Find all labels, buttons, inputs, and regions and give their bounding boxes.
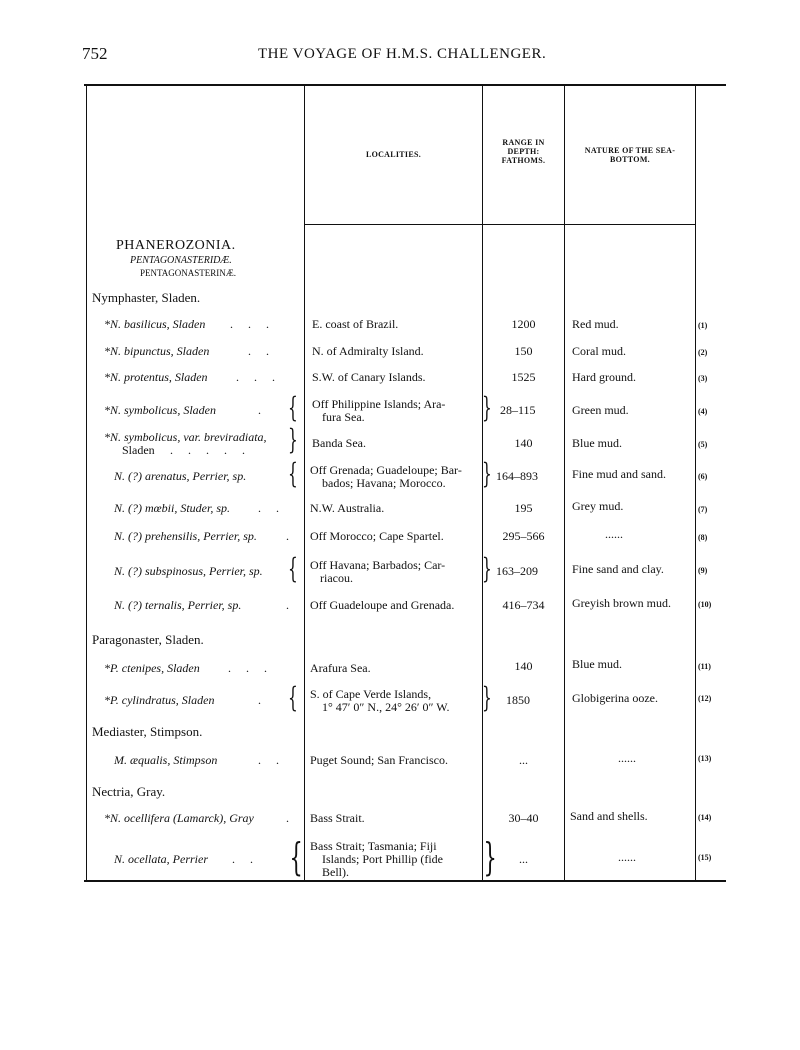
leader-dots: . . <box>258 753 285 767</box>
right-brace: } <box>482 552 492 585</box>
subfamily-heading: PENTAGONASTERINÆ. <box>140 268 237 278</box>
genus-nectria: Nectria, Gray. <box>92 784 166 799</box>
depth-cell: 164–893 <box>496 469 538 483</box>
note-ref: (6) <box>698 472 708 481</box>
header-nature-line2: BOTTOM. <box>610 155 650 164</box>
left-brace: { <box>289 835 303 879</box>
species-cell: *N. symbolicus, Sladen <box>104 403 216 417</box>
species-cell: *P. ctenipes, Sladen <box>104 661 200 675</box>
species-cell: *N. basilicus, Sladen <box>104 317 206 331</box>
locality-cell: N. of Admiralty Island. <box>312 344 424 358</box>
note-ref: (10) <box>698 600 712 609</box>
depth-cell: 140 <box>514 436 533 450</box>
depth-cell: 28–115 <box>500 403 536 417</box>
leader-dots: . . . <box>230 317 275 331</box>
bottom-cell: ...... <box>605 527 623 541</box>
note-ref: (2) <box>698 348 708 357</box>
note-ref: (4) <box>698 407 708 416</box>
depth-cell: 163–209 <box>496 564 538 578</box>
locality-cell: E. coast of Brazil. <box>312 317 399 331</box>
note-ref: (12) <box>698 694 712 703</box>
species-cell: M. æqualis, Stimpson <box>114 753 218 767</box>
genus-paragonaster: Paragonaster, Sladen. <box>92 632 204 647</box>
species-cell: *N. bipunctus, Sladen <box>104 344 210 358</box>
bottom-cell: Grey mud. <box>572 499 624 513</box>
locality-cell-line2: bados; Havana; Morocco. <box>322 476 446 490</box>
leader-dots: . . <box>258 501 285 515</box>
locality-cell-line2: 1° 47′ 0″ N., 24° 26′ 0″ W. <box>322 700 450 714</box>
species-cell: N. (?) ternalis, Perrier, sp. <box>114 598 242 612</box>
note-ref: (7) <box>698 505 708 514</box>
locality-cell: N.W. Australia. <box>310 501 385 515</box>
locality-cell: Banda Sea. <box>312 436 366 450</box>
locality-cell-line1: Off Philippine Islands; Ara- <box>312 397 446 411</box>
order-heading: PHANEROZONIA. <box>116 238 236 253</box>
column-rule-bottom <box>564 84 565 882</box>
locality-cell-line2: riacou. <box>320 571 353 585</box>
locality-cell: Bass Strait. <box>310 811 365 825</box>
bottom-cell: Sand and shells. <box>570 809 648 823</box>
table-bottom-rule <box>84 880 726 882</box>
right-brace: } <box>482 457 492 490</box>
depth-cell: 150 <box>514 344 533 358</box>
depth-cell: 195 <box>514 501 533 515</box>
species-cell-line2: Sladen <box>122 443 155 457</box>
depth-cell: 1525 <box>511 370 536 384</box>
depth-cell: 140 <box>514 659 533 673</box>
note-ref: (8) <box>698 533 708 542</box>
species-cell-line1: *N. symbolicus, var. breviradiata, <box>104 430 267 444</box>
column-rule-left <box>86 84 87 882</box>
bottom-cell: Red mud. <box>572 317 619 331</box>
bottom-cell: ...... <box>618 751 636 765</box>
running-title: THE VOYAGE OF H.M.S. CHALLENGER. <box>258 46 547 62</box>
genus-mediaster: Mediaster, Stimpson. <box>92 724 203 739</box>
bottom-cell: Fine sand and clay. <box>572 562 664 576</box>
bottom-cell: ...... <box>618 850 636 864</box>
note-ref: (15) <box>698 853 712 862</box>
locality-cell: Arafura Sea. <box>310 661 371 675</box>
note-ref: (1) <box>698 321 708 330</box>
right-brace: } <box>482 681 492 714</box>
family-heading: PENTAGONASTERIDÆ. <box>130 255 232 266</box>
locality-cell-line1: Off Grenada; Guadeloupe; Bar- <box>310 463 462 477</box>
leader-dots: . <box>258 403 267 417</box>
species-cell: N. (?) subspinosus, Perrier, sp. <box>114 564 263 578</box>
right-brace: } <box>288 423 298 456</box>
leader-dots: . <box>286 811 295 825</box>
locality-cell: S.W. of Canary Islands. <box>312 370 426 384</box>
header-range-line3: FATHOMS. <box>501 156 546 165</box>
header-range-line1: RANGE IN <box>502 138 545 147</box>
left-brace: { <box>288 457 298 490</box>
depth-cell: 30–40 <box>508 811 539 825</box>
leader-dots: . . . <box>236 370 281 384</box>
leader-dots: . . . . . <box>170 443 251 457</box>
header-range-line2: DEPTH: <box>507 147 540 156</box>
bottom-cell: Greyish brown mud. <box>572 596 671 610</box>
leader-dots: . . <box>232 852 259 866</box>
locality-cell-line3: Bell). <box>322 865 349 879</box>
header-localities: LOCALITIES. <box>365 150 422 159</box>
column-rule-notes <box>695 84 696 882</box>
header-sea-bottom <box>565 146 695 164</box>
depth-cell: 416–734 <box>502 598 545 612</box>
locality-cell-line1: S. of Cape Verde Islands, <box>310 687 432 701</box>
left-brace: { <box>288 552 298 585</box>
locality-cell: Puget Sound; San Francisco. <box>310 753 448 767</box>
bottom-cell: Globigerina ooze. <box>572 691 658 705</box>
leader-dots: . <box>286 529 295 543</box>
bottom-cell: Blue mud. <box>572 436 622 450</box>
depth-cell: 1850 <box>506 693 530 707</box>
bottom-cell: Fine mud and sand. <box>572 467 666 481</box>
header-bottom-rule <box>304 224 696 225</box>
leader-dots: . . . <box>228 661 273 675</box>
left-brace: { <box>288 681 298 714</box>
locality-cell-line1: Off Havana; Barbados; Car- <box>310 558 446 572</box>
species-cell: *N. protentus, Sladen <box>104 370 208 384</box>
locality-cell-line1: Bass Strait; Tasmania; Fiji <box>310 839 437 853</box>
column-rule-localities <box>304 84 305 882</box>
species-cell: N. (?) prehensilis, Perrier, sp. <box>114 529 257 543</box>
locality-cell: Off Guadeloupe and Grenada. <box>310 598 455 612</box>
leader-dots: . <box>286 598 295 612</box>
species-cell: N. (?) arenatus, Perrier, sp. <box>114 469 247 483</box>
table-top-rule <box>84 84 726 86</box>
locality-cell-line2: Islands; Port Phillip (fide <box>322 852 443 866</box>
leader-dots: . . <box>248 344 275 358</box>
species-cell: N. ocellata, Perrier <box>114 852 208 866</box>
bottom-cell: Hard ground. <box>572 370 636 384</box>
depth-cell: ... <box>519 753 528 767</box>
note-ref: (11) <box>698 662 711 671</box>
note-ref: (5) <box>698 440 708 449</box>
bottom-cell: Coral mud. <box>572 344 626 358</box>
header-nature-line1: NATURE OF THE SEA- <box>584 146 676 155</box>
note-ref: (14) <box>698 813 712 822</box>
depth-cell: ... <box>519 852 528 866</box>
right-brace: } <box>483 835 497 879</box>
genus-nymphaster: Nymphaster, Sladen. <box>92 290 201 305</box>
locality-cell: Off Morocco; Cape Spartel. <box>310 529 444 543</box>
right-brace: } <box>482 391 492 424</box>
locality-cell-line2: fura Sea. <box>322 410 365 424</box>
note-ref: (3) <box>698 374 708 383</box>
depth-cell: 295–566 <box>502 529 545 543</box>
header-range-depth <box>483 138 564 165</box>
species-cell: *N. ocellifera (Lamarck), Gray <box>104 811 254 825</box>
bottom-cell: Blue mud. <box>572 657 622 671</box>
page-number: 752 <box>82 44 108 63</box>
note-ref: (9) <box>698 566 708 575</box>
depth-cell: 1200 <box>511 317 536 331</box>
bottom-cell: Green mud. <box>572 403 629 417</box>
species-cell: N. (?) mœbii, Studer, sp. <box>114 501 231 515</box>
note-ref: (13) <box>698 754 712 763</box>
left-brace: { <box>288 391 298 424</box>
leader-dots: . <box>258 693 267 707</box>
species-cell: *P. cylindratus, Sladen <box>104 693 215 707</box>
